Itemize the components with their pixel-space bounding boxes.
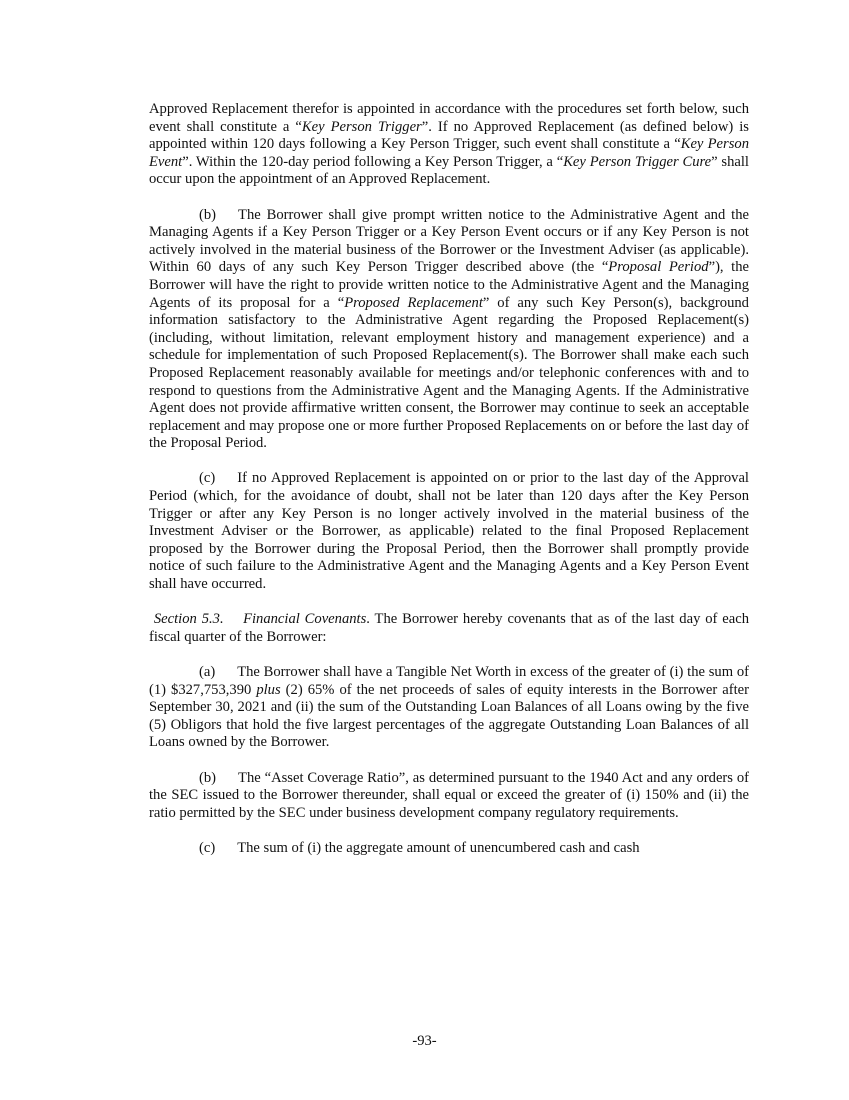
defined-term: Key Person Event xyxy=(149,136,749,170)
section-5-3-heading xyxy=(149,611,749,646)
paragraph-c-no-approved-replacement xyxy=(149,470,749,593)
paragraph-a-tangible-net-worth xyxy=(149,664,749,752)
defined-term: Proposal Period xyxy=(608,259,709,276)
text-run: The “Asset Coverage Ratio”, as determined pursuant to the 1940 Act and any orders of the SEC issued to the Borrower thereunder, shall equal or exceed the greater of (i) 150% and (ii) the ratio permitted by the SEC under business development company regulatory requirements. xyxy=(149,769,749,821)
clause-label: (b) xyxy=(199,206,217,223)
paragraph-b-asset-coverage xyxy=(149,770,749,823)
page-number: -93- xyxy=(412,1033,437,1049)
text-run: ”. If no Approved Replacement (as defined below) is appointed within 120 days following a Key Person Trigger, such event shall constitute a “ xyxy=(149,118,749,153)
text-run: The Borrower shall give prompt written notice to the Administrative Agent and the Managing Agents if a Key Person Trigger or a Key Person Event occurs or if any Key Person is not actively involved in the material business of the Borrower or the Investment Adviser (as applicable). Within 60 days of any such Key Person Trigger described above (the “ xyxy=(149,206,749,276)
text-run: If no Approved Replacement is appointed on or prior to the last day of the Approval Period (which, for the avoidance of doubt, shall not be later than 120 days after the Key Person Trigger or after any Key Person is no longer actively involved in the material business of the Investment Adviser or the Borrower, as applicable) related to the final Proposed Replacement proposed by the Borrower during the Proposal Period, then the Borrower shall promptly provide notice of such failure to the Administrative Agent and the Managing Agents and a Key Person Event shall have occurred. xyxy=(149,470,749,593)
text-run: ” of any such Key Person(s), background information satisfactory to the Administrative Agent regarding the Proposed Replacement(s) (including, without limitation, relevant employment history and management experience) and a schedule for implementation of such Proposed Replacement(s). The Borrower shall make each such Proposed Replacement reasonably available for meetings and/or telephonic conferences with and to respond to questions from the Administrative Agent and the Managing Agents. If the Administrative Agent does not provide affirmative written consent, the Borrower may continue to seek an acceptable replacement and may propose one or more further Proposed Replacements on or before the last day of the Proposal Period. xyxy=(149,294,749,452)
paragraph-key-person-trigger xyxy=(149,101,749,189)
defined-term: Key Person Trigger Cure xyxy=(563,153,712,170)
section-number: Section 5.3. xyxy=(153,611,224,628)
paragraph-c-unencumbered-cash xyxy=(149,840,749,858)
defined-term: Proposed Replacement xyxy=(344,294,483,311)
text-run: ” shall occur upon the appointment of an Approved Replacement. xyxy=(149,153,749,188)
text-run: (2) 65% of the net proceeds of sales of equity interests in the Borrower after September 30, 2021 and (ii) the sum of the Outstanding Loan Balances of all Loans owing by the five (5) Obligors that hold the five largest percentages of the aggregate Outstanding Loan Balances of all Loans owned by the Borrower. xyxy=(149,681,749,751)
clause-label: (c) xyxy=(199,470,216,487)
clause-label: (c) xyxy=(199,839,216,856)
text-run: Approved Replacement therefor is appointed in accordance with the procedures set forth below, such event shall constitute a “ xyxy=(149,101,749,135)
emphasis: plus xyxy=(256,681,281,698)
text-run: ”), the Borrower will have the right to provide written notice to the Administrative Agent and the Managing Agents of its proposal for a “ xyxy=(149,259,749,311)
defined-term: Key Person Trigger xyxy=(301,118,422,135)
text-run: . The Borrower hereby covenants that as of the last day of each fiscal quarter of the Borrower: xyxy=(149,611,749,645)
clause-label: (a) xyxy=(199,664,216,680)
text-run: ”. Within the 120-day period following a Key Person Trigger, a “ xyxy=(182,153,564,170)
text-run: The sum of (i) the aggregate amount of unencumbered cash and cash xyxy=(237,839,640,856)
section-title: Financial Covenants xyxy=(243,611,367,628)
paragraph-b-notice xyxy=(149,207,749,453)
text-run: The Borrower shall have a Tangible Net Worth in excess of the greater of (i) the sum of (1) $327,753,390 xyxy=(149,664,749,698)
clause-label: (b) xyxy=(199,769,217,786)
document-body xyxy=(149,101,749,875)
